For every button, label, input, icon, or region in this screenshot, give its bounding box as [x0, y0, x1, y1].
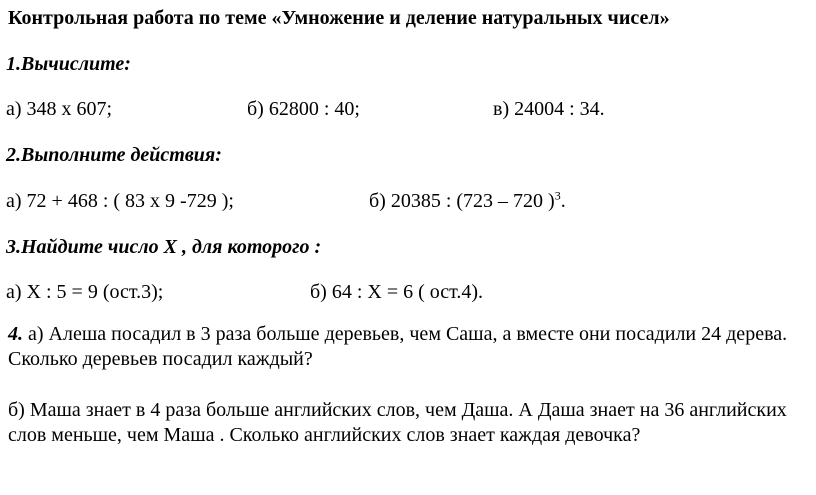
task4-paragraph-a [8, 322, 808, 372]
document-title: Контрольная работа по теме «Умножение и деление натуральных чисел» [8, 7, 670, 29]
task2-item-a: а) 72 + 468 : ( 83 х 9 -729 ); [6, 190, 234, 212]
task1-heading: 1.Вычислите: [6, 53, 131, 75]
task4-number: 4. [8, 323, 23, 345]
task4-text-a: а) Алеша посадил в 3 раза больше деревьев, чем Саша, а вместе они посадили 24 дерева. Сколько деревьев посадил каждый? [8, 323, 788, 370]
task1-item-a: а) 348 х 607; [6, 98, 113, 120]
task2-item-b-exponent: 3 [554, 188, 561, 203]
task3-item-b: б) 64 : Х = 6 ( ост.4). [310, 281, 484, 303]
task3-item-a: а) Х : 5 = 9 (ост.3); [6, 281, 164, 303]
task4-paragraph-b: б) Маша знает в 4 раза больше английских слов, чем Даша. А Даша знает на 36 английских слов меньше, чем Маша . Сколько английских слов знает каждая девочка? [8, 399, 787, 446]
task3-heading: 3.Найдите число Х , для которого : [6, 236, 322, 258]
task2-item-b-main: б) 20385 : (723 – 720 ) [369, 190, 555, 212]
task2-heading: 2.Выполните действия: [6, 144, 222, 166]
task1-item-b: б) 62800 : 40; [247, 98, 360, 120]
task2-item-b [369, 189, 566, 213]
task2-item-b-end: . [560, 190, 566, 212]
task1-item-c: в) 24004 : 34. [493, 98, 605, 120]
